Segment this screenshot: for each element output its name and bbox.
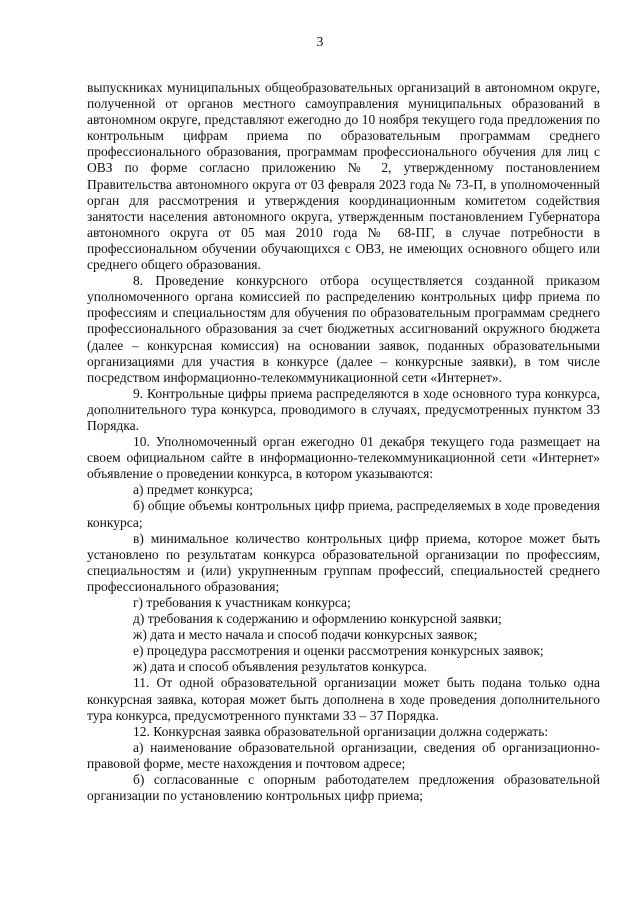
paragraph-item-9: 9. Контрольные цифры приема распределяются в ходе основного тура конкурса, дополнительного тура конкурса, проводимого в случаях, предусмотренных пунктом 33 Порядка. (87, 385, 600, 433)
paragraph-item-8: 8. Проведение конкурсного отбора осуществляется созданной приказом уполномоченного органа комиссией по распределению контрольных цифр приема по профессиям и специальностям для обучения по образовательным программам среднего профессионального образования за счет бюджетных ассигнований окружного бюджета (далее – конкурсная комиссия) на основании заявок, поданных образовательными организациями для участия в конкурсе (далее – конкурсные заявки), в том числе посредством информационно-телекоммуникационной сети «Интернет». (87, 273, 600, 385)
paragraph-item-11: 11. От одной образовательной организации может быть подана только одна конкурсная заявка, которая может быть дополнена в ходе проведения дополнительного тура конкурса, предусмотренного пунктами 33 – 37 Порядка. (87, 675, 600, 723)
list-item-a: а) предмет конкурса; (133, 482, 253, 498)
paragraph-continuation: выпускниках муниципальных общеобразовательных организаций в автономном округе, полученной от органов местного самоуправления муниципальных образований в автономном округе, представляют ежегодно до 10 ноября текущего года предложения по контрольным цифрам приема по образовательным программам среднего профессионального образования, программам профессионального обучения для лиц с ОВЗ по форме согласно приложению № 2, утвержденному постановлением Правительства автономного округа от 03 февраля 2023 года № 73-П, в уполномоченный орган для рассмотрения и утверждения координационным комитетом содействия занятости населения автономного округа, утвержденным постановлением Губернатора автономного округа от 05 мая 2010 года № 68-ПГ, в случае потребности в профессиональном обучении обучающихся с ОВЗ, не имеющих основного общего или среднего общего образования. (87, 80, 600, 273)
document-text-body (87, 80, 600, 804)
list-item-d: д) требования к содержанию и оформлению конкурсной заявки; (133, 611, 502, 627)
list-item-zh: ж) дата и место начала и способ подачи конкурсных заявок; (133, 627, 478, 643)
list-item-e: е) процедура рассмотрения и оценки рассмотрения конкурсных заявок; (133, 643, 544, 659)
list-item-b: б) общие объемы контрольных цифр приема, распределяемых в ходе проведения конкурса; (87, 498, 600, 530)
page-number: 3 (316, 34, 324, 49)
list-item-v: в) минимальное количество контрольных цифр приема, которое может быть установлено по результатам конкурса образовательной организации по профессиям, специальностям и (или) укрупненным группам профессий, специальностей среднего профессионального образования; (87, 530, 600, 594)
list-item-zh-2: ж) дата и способ объявления результатов конкурса. (133, 659, 428, 675)
list-item-12-b: б) согласованные с опорным работодателем предложения образовательной организации по установлению контрольных цифр приема; (87, 772, 600, 804)
list-item-12-a: а) наименование образовательной организации, сведения об организационно-правовой форме, месте нахождения и почтовом адресе; (87, 739, 600, 771)
paragraph-item-12: 12. Конкурсная заявка образовательной организации должна содержать: (133, 723, 549, 739)
list-item-g: г) требования к участникам конкурса; (133, 595, 351, 610)
paragraph-item-10: 10. Уполномоченный орган ежегодно 01 декабря текущего года размещает на своем официальном сайте в информационно-телекоммуникационной сети «Интернет» объявление о проведении конкурса, в котором указываются: (87, 434, 600, 482)
